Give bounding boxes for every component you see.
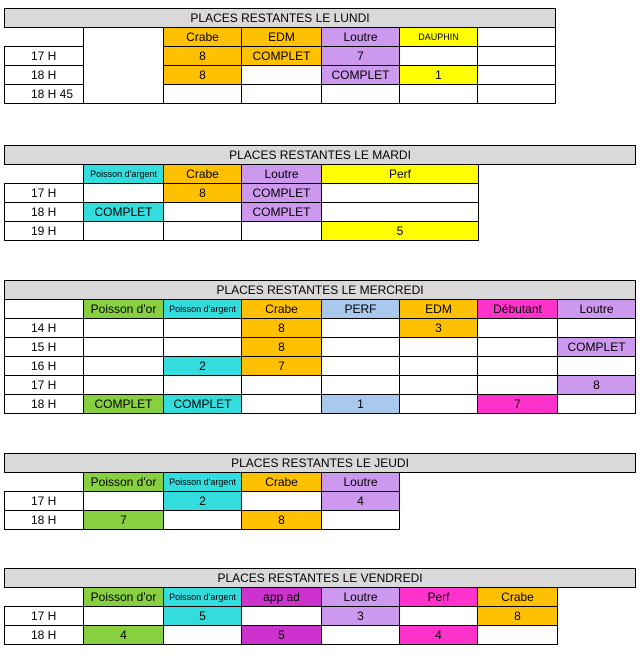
header-loutre: Loutre <box>558 300 636 319</box>
table-row <box>5 338 636 357</box>
cell <box>84 184 164 203</box>
cell <box>164 338 242 357</box>
cell <box>84 85 164 104</box>
cell <box>164 85 242 104</box>
table-mercredi <box>4 280 636 414</box>
header-empty <box>5 588 84 607</box>
cell <box>478 47 556 66</box>
cell <box>322 184 479 203</box>
cell <box>84 376 164 395</box>
header-crabe: Crabe <box>478 588 558 607</box>
cell: 4 <box>84 626 164 645</box>
cell <box>164 203 242 222</box>
table-lundi <box>4 8 556 104</box>
cell <box>558 357 636 376</box>
table-mardi <box>4 145 636 241</box>
cell <box>322 85 400 104</box>
table-row <box>5 222 636 241</box>
header-poisson-argent: Poisson d'argent <box>164 300 242 319</box>
header-poisson-or: Poisson d'or <box>84 473 164 492</box>
blank <box>479 203 636 222</box>
cell <box>242 607 322 626</box>
cell <box>478 66 556 85</box>
cell: 7 <box>242 357 322 376</box>
time-cell: 18 H 45 <box>5 85 84 104</box>
header-crabe: Crabe <box>164 165 242 184</box>
cell: 2 <box>164 357 242 376</box>
table-row <box>5 607 636 626</box>
blank <box>479 222 636 241</box>
header-crabe: Crabe <box>242 473 322 492</box>
cell <box>478 85 556 104</box>
cell: COMPLET <box>84 395 164 414</box>
table-title: PLACES RESTANTES LE JEUDI <box>5 454 636 473</box>
table-row <box>5 319 636 338</box>
header-perf: Perf <box>322 165 479 184</box>
header-poisson-argent: Poisson d'argent <box>164 473 242 492</box>
cell <box>322 319 400 338</box>
header-debutant: Débutant <box>478 300 558 319</box>
cell <box>84 47 164 66</box>
cell <box>84 357 164 376</box>
cell <box>84 66 164 85</box>
cell <box>400 376 478 395</box>
blank <box>558 626 636 645</box>
cell <box>478 626 558 645</box>
time-cell: 19 H <box>5 222 84 241</box>
time-cell: 17 H <box>5 607 84 626</box>
header-loutre: Loutre <box>242 165 322 184</box>
cell: COMPLET <box>84 203 164 222</box>
cell <box>400 47 478 66</box>
cell: COMPLET <box>164 395 242 414</box>
cell <box>322 203 479 222</box>
blank <box>400 511 636 530</box>
table-row <box>5 511 636 530</box>
cell <box>322 357 400 376</box>
cell: 1 <box>400 66 478 85</box>
cell <box>322 511 400 530</box>
header-poisson-or: Poisson d'or <box>84 588 164 607</box>
table-title: PLACES RESTANTES LE MARDI <box>5 146 636 165</box>
cell: 7 <box>322 47 400 66</box>
time-cell: 17 H <box>5 492 84 511</box>
time-cell: 17 H <box>5 376 84 395</box>
header-edm: EDM <box>400 300 478 319</box>
table-title: PLACES RESTANTES LE LUNDI <box>5 9 556 28</box>
table-row <box>5 626 636 645</box>
table-row <box>5 66 556 85</box>
table-row <box>5 376 636 395</box>
header-empty <box>478 28 556 47</box>
time-cell: 18 H <box>5 203 84 222</box>
cell: 4 <box>400 626 478 645</box>
cell <box>164 511 242 530</box>
time-cell: 16 H <box>5 357 84 376</box>
header-empty <box>5 165 84 184</box>
cell: 8 <box>242 319 322 338</box>
table-row <box>5 184 636 203</box>
table-row <box>5 395 636 414</box>
cell <box>478 376 558 395</box>
header-poisson-or: Poisson d'or <box>84 300 164 319</box>
blank <box>479 184 636 203</box>
cell <box>322 376 400 395</box>
cell: 7 <box>478 395 558 414</box>
blank <box>558 588 636 607</box>
cell <box>400 85 478 104</box>
header-poisson-argent: Poisson d'argent <box>164 588 242 607</box>
cell: 4 <box>322 492 400 511</box>
cell <box>84 492 164 511</box>
header-empty <box>5 28 84 47</box>
cell: 5 <box>242 626 322 645</box>
cell: 1 <box>322 395 400 414</box>
cell <box>322 626 400 645</box>
cell <box>84 607 164 626</box>
header-crabe: Crabe <box>242 300 322 319</box>
time-cell: 18 H <box>5 66 84 85</box>
cell: COMPLET <box>242 184 322 203</box>
time-cell: 18 H <box>5 395 84 414</box>
cell <box>478 319 558 338</box>
header-empty <box>84 28 164 47</box>
header-perf: PERF <box>322 300 400 319</box>
cell: 8 <box>164 184 242 203</box>
table-row <box>5 357 636 376</box>
cell <box>242 85 322 104</box>
time-cell: 17 H <box>5 47 84 66</box>
cell: 5 <box>322 222 479 241</box>
cell <box>400 338 478 357</box>
table-vendredi <box>4 568 636 645</box>
table-jeudi <box>4 453 636 530</box>
header-edm: EDM <box>242 28 322 47</box>
header-empty <box>5 300 84 319</box>
cell <box>242 222 322 241</box>
header-loutre: Loutre <box>322 588 400 607</box>
cell <box>242 395 322 414</box>
cell <box>164 319 242 338</box>
header-poisson-argent: Poisson d'argent <box>84 165 164 184</box>
table-row <box>5 85 556 104</box>
cell: COMPLET <box>558 338 636 357</box>
cell: 8 <box>242 511 322 530</box>
cell <box>242 492 322 511</box>
cell <box>84 222 164 241</box>
cell: 8 <box>164 47 242 66</box>
cell: 3 <box>400 319 478 338</box>
header-loutre: Loutre <box>322 28 400 47</box>
table-row <box>5 492 636 511</box>
cell: 8 <box>478 607 558 626</box>
cell <box>322 338 400 357</box>
cell: COMPLET <box>322 66 400 85</box>
cell: 5 <box>164 607 242 626</box>
time-cell: 18 H <box>5 626 84 645</box>
cell <box>558 395 636 414</box>
cell: 7 <box>84 511 164 530</box>
table-row <box>5 203 636 222</box>
header-crabe: Crabe <box>164 28 242 47</box>
cell: 8 <box>242 338 322 357</box>
cell <box>400 395 478 414</box>
cell: 3 <box>322 607 400 626</box>
blank <box>400 492 636 511</box>
header-dauphin: DAUPHIN <box>400 28 478 47</box>
time-cell: 18 H <box>5 511 84 530</box>
cell <box>558 319 636 338</box>
cell: 2 <box>164 492 242 511</box>
header-app-ad: app ad <box>242 588 322 607</box>
blank <box>479 165 636 184</box>
blank <box>558 607 636 626</box>
cell <box>478 338 558 357</box>
header-loutre: Loutre <box>322 473 400 492</box>
cell: 8 <box>164 66 242 85</box>
table-title: PLACES RESTANTES LE VENDREDI <box>5 569 636 588</box>
blank <box>400 473 636 492</box>
header-empty <box>5 473 84 492</box>
cell <box>242 66 322 85</box>
cell <box>164 222 242 241</box>
cell: COMPLET <box>242 203 322 222</box>
time-cell: 15 H <box>5 338 84 357</box>
cell <box>84 338 164 357</box>
time-cell: 17 H <box>5 184 84 203</box>
cell: COMPLET <box>242 47 322 66</box>
cell <box>400 357 478 376</box>
cell <box>478 357 558 376</box>
time-cell: 14 H <box>5 319 84 338</box>
cell <box>164 376 242 395</box>
table-title: PLACES RESTANTES LE MERCREDI <box>5 281 636 300</box>
cell <box>242 376 322 395</box>
header-perf: Perf <box>400 588 478 607</box>
cell: 8 <box>558 376 636 395</box>
table-row <box>5 47 556 66</box>
cell <box>164 626 242 645</box>
cell <box>84 319 164 338</box>
cell <box>400 607 478 626</box>
